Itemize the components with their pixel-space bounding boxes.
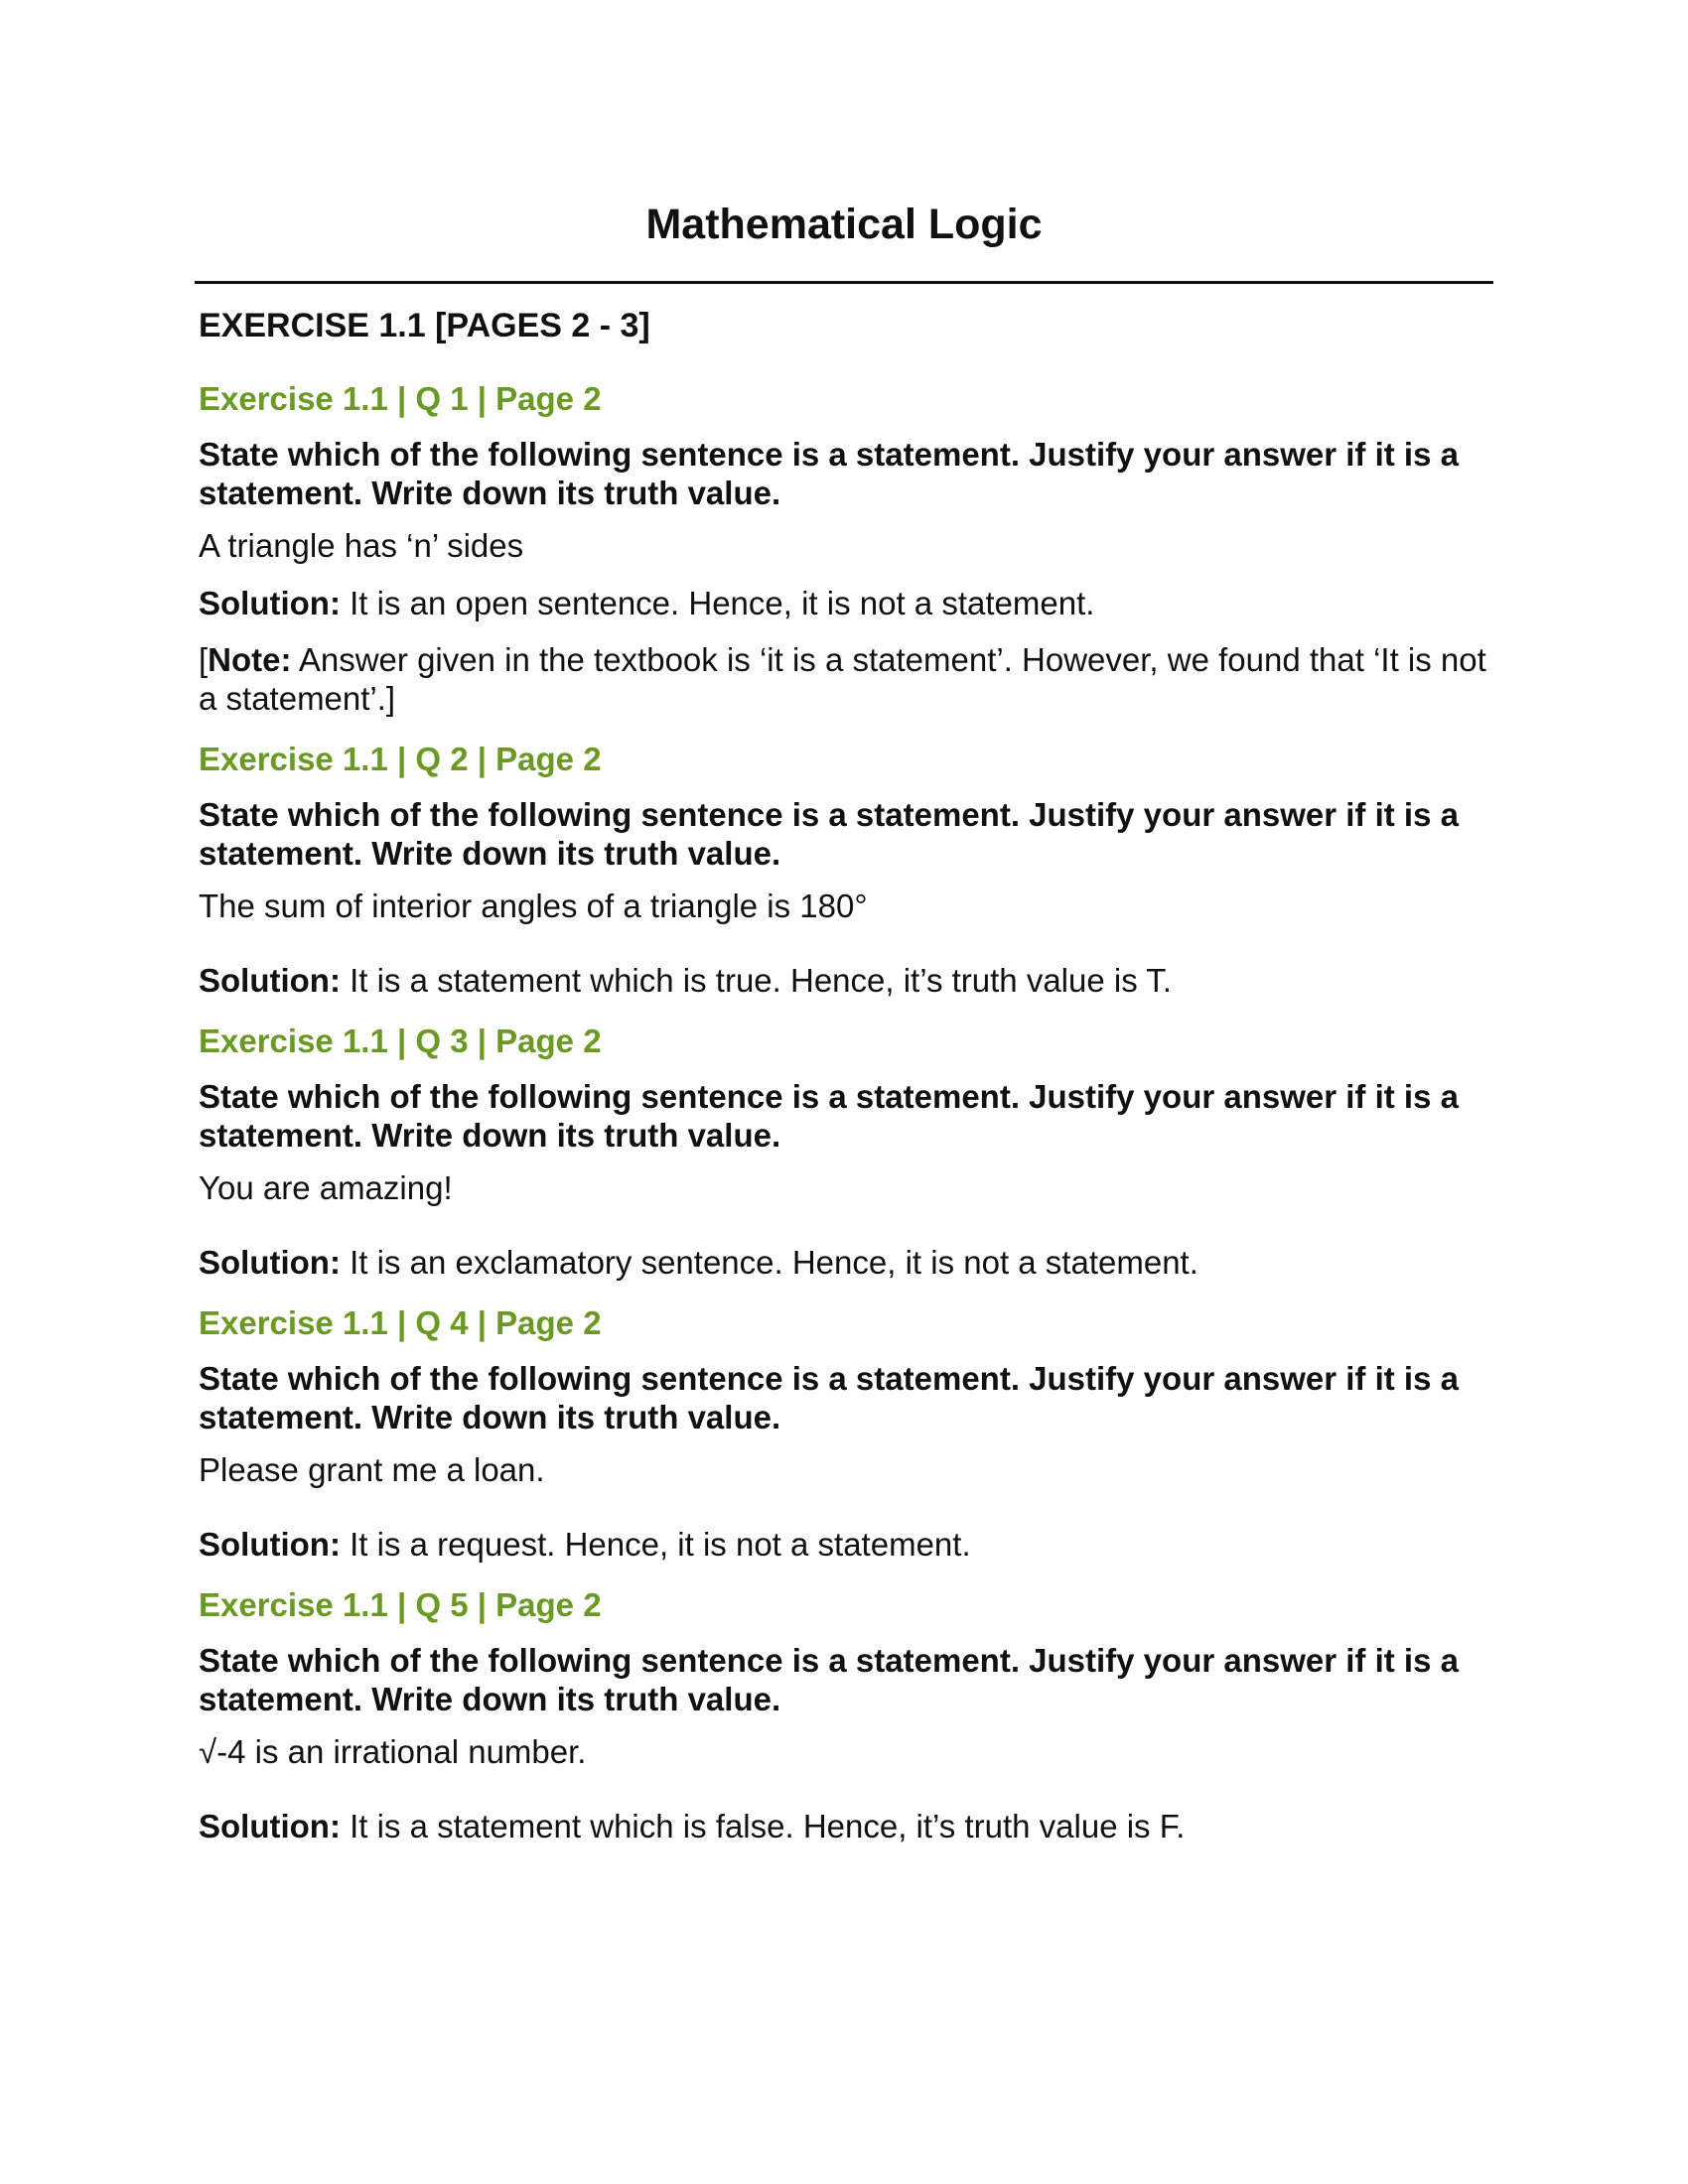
page-content xyxy=(199,304,1489,1865)
question-reference: Exercise 1.1 | Q 1 | Page 2 xyxy=(199,380,602,417)
question-note xyxy=(199,640,1489,718)
solution-label: Solution: xyxy=(199,1808,341,1844)
solution-label: Solution: xyxy=(199,585,341,621)
question-reference: Exercise 1.1 | Q 2 | Page 2 xyxy=(199,741,602,777)
question-prompt: State which of the following sentence is a statement. Justify your answer if it is a statement. Write down its truth value. xyxy=(199,1078,1459,1154)
solution-text: It is an exclamatory sentence. Hence, it is not a statement. xyxy=(350,1244,1198,1281)
note-bracket: [ xyxy=(199,641,209,678)
question-4 xyxy=(199,1301,1489,1564)
note-text: Answer given in the textbook is ‘it is a statement’. However, we found that ‘It is not a statement’.] xyxy=(199,641,1486,717)
question-solution xyxy=(199,961,1489,1000)
question-solution xyxy=(199,584,1489,622)
question-1 xyxy=(199,377,1489,718)
question-sentence: The sum of interior angles of a triangle is 180° xyxy=(199,887,868,924)
solution-label: Solution: xyxy=(199,1244,341,1281)
solution-text: It is an open sentence. Hence, it is not a statement. xyxy=(350,585,1095,621)
question-prompt: State which of the following sentence is a statement. Justify your answer if it is a statement. Write down its truth value. xyxy=(199,1642,1459,1717)
exercise-header: EXERCISE 1.1 [PAGES 2 - 3] xyxy=(199,307,650,344)
question-sentence: Please grant me a loan. xyxy=(199,1451,545,1488)
solution-label: Solution: xyxy=(199,962,341,999)
question-3 xyxy=(199,1020,1489,1282)
question-solution xyxy=(199,1525,1489,1564)
solution-label: Solution: xyxy=(199,1526,341,1563)
note-label: Note: xyxy=(208,641,292,678)
question-prompt: State which of the following sentence is a statement. Justify your answer if it is a statement. Write down its truth value. xyxy=(199,1360,1459,1435)
solution-text: It is a request. Hence, it is not a statement. xyxy=(350,1526,971,1563)
solution-text: It is a statement which is true. Hence, it’s truth value is T. xyxy=(350,962,1172,999)
question-prompt: State which of the following sentence is a statement. Justify your answer if it is a statement. Write down its truth value. xyxy=(199,436,1459,511)
question-sentence: √-4 is an irrational number. xyxy=(199,1733,587,1770)
question-5 xyxy=(199,1583,1489,1845)
page-title: Mathematical Logic xyxy=(645,201,1043,248)
question-solution xyxy=(199,1807,1489,1845)
question-sentence: A triangle has ‘n’ sides xyxy=(199,527,524,564)
question-solution xyxy=(199,1243,1489,1282)
question-reference: Exercise 1.1 | Q 3 | Page 2 xyxy=(199,1023,602,1059)
question-reference: Exercise 1.1 | Q 4 | Page 2 xyxy=(199,1304,602,1341)
question-prompt: State which of the following sentence is a statement. Justify your answer if it is a statement. Write down its truth value. xyxy=(199,796,1459,872)
question-sentence: You are amazing! xyxy=(199,1169,453,1206)
question-2 xyxy=(199,738,1489,1000)
title-divider xyxy=(195,281,1493,284)
solution-text: It is a statement which is false. Hence, it’s truth value is F. xyxy=(350,1808,1186,1844)
question-reference: Exercise 1.1 | Q 5 | Page 2 xyxy=(199,1586,602,1623)
